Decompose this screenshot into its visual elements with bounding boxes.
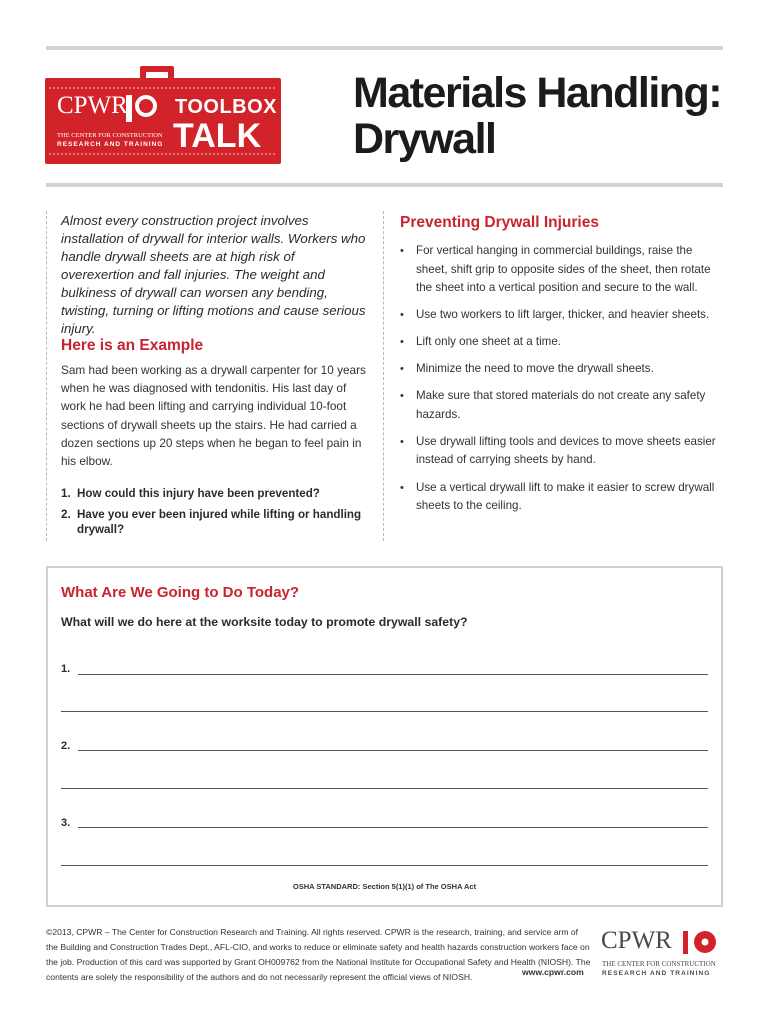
prevention-item-text: Lift only one sheet at a time. (416, 335, 562, 349)
write-in-line-1b[interactable] (61, 711, 708, 712)
copyright-notice: ©2013, CPWR – The Center for Construction Research and Training. All rights reserved. CPWR is the research, training, and service arm of the Building and Construction Trades Dept., AFL-CIO, and works to reduce or eliminate safety and health hazards construction workers face on the job. Production of this card was supported by Grant OH009762 from the National Institute for Occupational Safety and Health (NIOSH). The contents are solely the responsibility of the authors and do not necessarily represent the official views of NIOSH. (46, 927, 591, 982)
logo-talk-text: TALK (173, 117, 262, 155)
column-divider (383, 211, 384, 541)
bullet-icon: • (400, 245, 404, 257)
prevention-heading: Preventing Drywall Injuries (400, 214, 599, 231)
logo-toolbox-text: TOOLBOX (175, 96, 278, 118)
logo-subtitle-1: THE CENTER FOR CONSTRUCTION (57, 132, 163, 139)
header-divider (46, 183, 723, 187)
prevention-item-text: For vertical hanging in commercial buildings, raise the sheet, shift grip to opposite sides of the sheet, then rotate the sheet into a vertical position and secure to the wall. (416, 244, 711, 294)
prevention-item-text: Use a vertical drywall lift to make it easier to screw drywall sheets to the ceiling. (416, 480, 715, 513)
logo-cpwr-text: CPWR (57, 92, 128, 119)
question-item (61, 507, 371, 538)
cpwr-mark-icon (683, 930, 723, 956)
question-number: 2. (61, 507, 71, 521)
prevention-item (400, 306, 720, 325)
write-in-line-3b[interactable] (61, 865, 708, 866)
cpwr-toolbox-talk-logo (45, 66, 282, 164)
prevention-list (400, 242, 720, 524)
question-number: 1. (61, 487, 71, 500)
bullet-icon: • (400, 435, 404, 448)
prevention-item (400, 333, 720, 352)
bullet-icon: • (400, 390, 404, 403)
bullet-icon: • (400, 363, 404, 376)
prevention-item-text: Make sure that stored materials do not create any safety hazards. (416, 389, 706, 421)
prevention-item (400, 360, 720, 379)
prevention-item (400, 433, 720, 470)
action-plan-heading: What Are We Going to Do Today? (61, 584, 300, 601)
question-text: Have you ever been injured while lifting or handling drywall? (77, 507, 362, 536)
osha-standard-note: OSHA STANDARD: Section 5(1)(1) of The OSHA Act (292, 882, 477, 891)
intro-paragraph: Almost every construction project involves installation of drywall for interior walls. Workers who handle drywall sheets are at high risk of overexertion and fall injuries. The weight and bulkiness of drywall can worsen any bending, twisting, turning or lifting motions and cause serious injury. (61, 213, 366, 336)
line-number-3: 3. (61, 817, 71, 829)
prevention-item (400, 479, 720, 516)
discussion-questions (61, 486, 371, 543)
top-divider (46, 46, 723, 50)
prevention-item (400, 242, 720, 298)
write-in-line-2[interactable] (78, 750, 708, 751)
bullet-icon: • (400, 336, 404, 349)
line-number-2: 2. (61, 740, 71, 752)
footer-logo-subtitle-2: RESEARCH AND TRAINING (602, 970, 711, 977)
cpwr-footer-logo (600, 924, 724, 984)
prevention-item-text: Use two workers to lift larger, thicker, and heavier sheets. (416, 308, 710, 322)
question-text: How could this injury have been prevented? (77, 487, 320, 500)
footer-logo-subtitle-1: THE CENTER FOR CONSTRUCTION (602, 960, 716, 968)
bullet-icon: • (400, 481, 404, 494)
footer-logo-cpwr-text: CPWR (601, 927, 672, 954)
line-number-1: 1. (61, 663, 71, 675)
question-item (61, 486, 371, 502)
bullet-icon: • (400, 309, 404, 322)
prevention-item-text: Use drywall lifting tools and devices to move sheets easier instead of carrying sheets by hand. (416, 434, 716, 467)
website-link[interactable]: www.cpwr.com (522, 967, 584, 977)
action-plan-question: What will we do here at the worksite today to promote drywall safety? (61, 615, 468, 629)
prevention-item-text: Minimize the need to move the drywall sheets. (416, 362, 654, 376)
prevention-item (400, 387, 720, 424)
example-paragraph: Sam had been working as a drywall carpenter for 10 years when he was diagnosed with tendonitis. His last day of work he had been lifting and carrying individual 10-foot sections of drywall sheets up the stairs. He had carried a dozen sections up 20 steps when he began to feel pain in his elbow. (61, 363, 366, 469)
write-in-line-1[interactable] (78, 674, 708, 675)
left-column-border (46, 211, 47, 541)
write-in-line-2b[interactable] (61, 788, 708, 789)
example-heading: Here is an Example (61, 337, 204, 354)
logo-subtitle-2: RESEARCH AND TRAINING (57, 141, 164, 148)
write-in-line-3[interactable] (78, 827, 708, 828)
page-title: Materials Handling: Drywall (353, 69, 722, 163)
